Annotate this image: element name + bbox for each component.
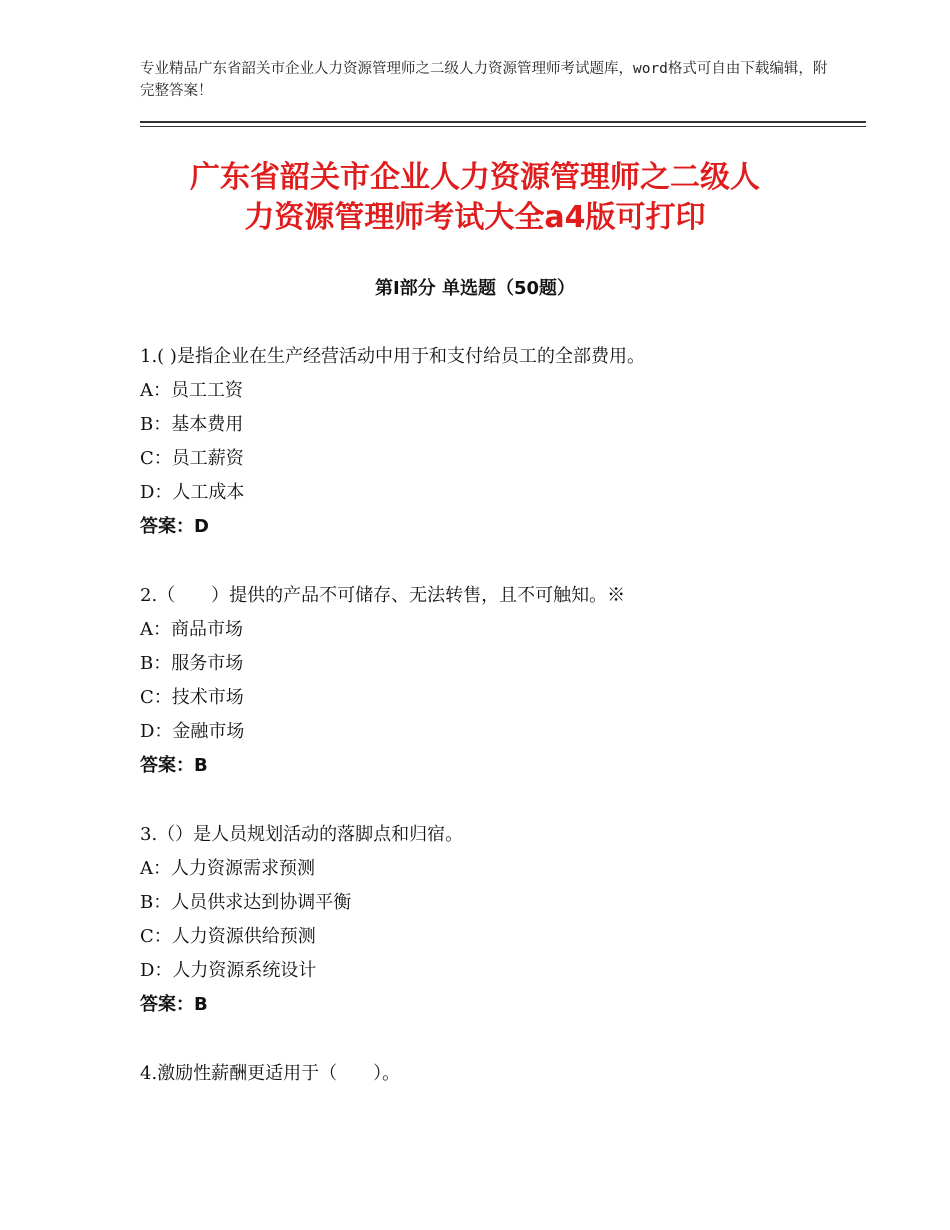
question-stem: 1.( )是指企业在生产经营活动中用于和支付给员工的全部费用。: [140, 346, 645, 367]
document-title-line-1: 广东省韶关市企业人力资源管理师之二级人: [190, 160, 760, 195]
option-c: C：员工薪资: [140, 448, 244, 469]
question-1: [140, 340, 860, 544]
option-a: A：人力资源需求预测: [140, 858, 315, 879]
answer-label: 答案：D: [140, 516, 209, 537]
option-a: A：员工工资: [140, 380, 243, 401]
document-title: [0, 158, 950, 238]
header-divider-thick: [140, 121, 866, 123]
answer-label: 答案：B: [140, 755, 208, 776]
question-4: [140, 1057, 860, 1091]
option-b: B：基本费用: [140, 414, 244, 435]
question-2: [140, 579, 860, 783]
option-c: C：技术市场: [140, 687, 244, 708]
document-title-line-2: 力资源管理师考试大全a4版可打印: [244, 200, 706, 235]
header-divider-thin: [140, 126, 866, 127]
question-stem: 4.激励性薪酬更适用于（ ）。: [140, 1063, 401, 1084]
option-d: D：人力资源系统设计: [140, 960, 317, 981]
option-a: A：商品市场: [140, 619, 243, 640]
answer-label: 答案：B: [140, 994, 208, 1015]
question-stem: 2.（ ）提供的产品不可储存、无法转售，且不可触知。※: [140, 585, 626, 606]
question-3: [140, 818, 860, 1022]
option-d: D：金融市场: [140, 721, 245, 742]
question-stem: 3.（）是人员规划活动的落脚点和归宿。: [140, 824, 464, 845]
option-b: B：服务市场: [140, 653, 244, 674]
option-c: C：人力资源供给预测: [140, 926, 316, 947]
section-title: 第Ⅰ部分 单选题（50题）: [374, 278, 575, 299]
option-d: D：人工成本: [140, 482, 245, 503]
header-note: 专业精品广东省韶关市企业人力资源管理师之二级人力资源管理师考试题库，word格式可自由下载编辑，附完整答案！: [140, 61, 828, 99]
option-b: B：人员供求达到协调平衡: [140, 892, 352, 913]
